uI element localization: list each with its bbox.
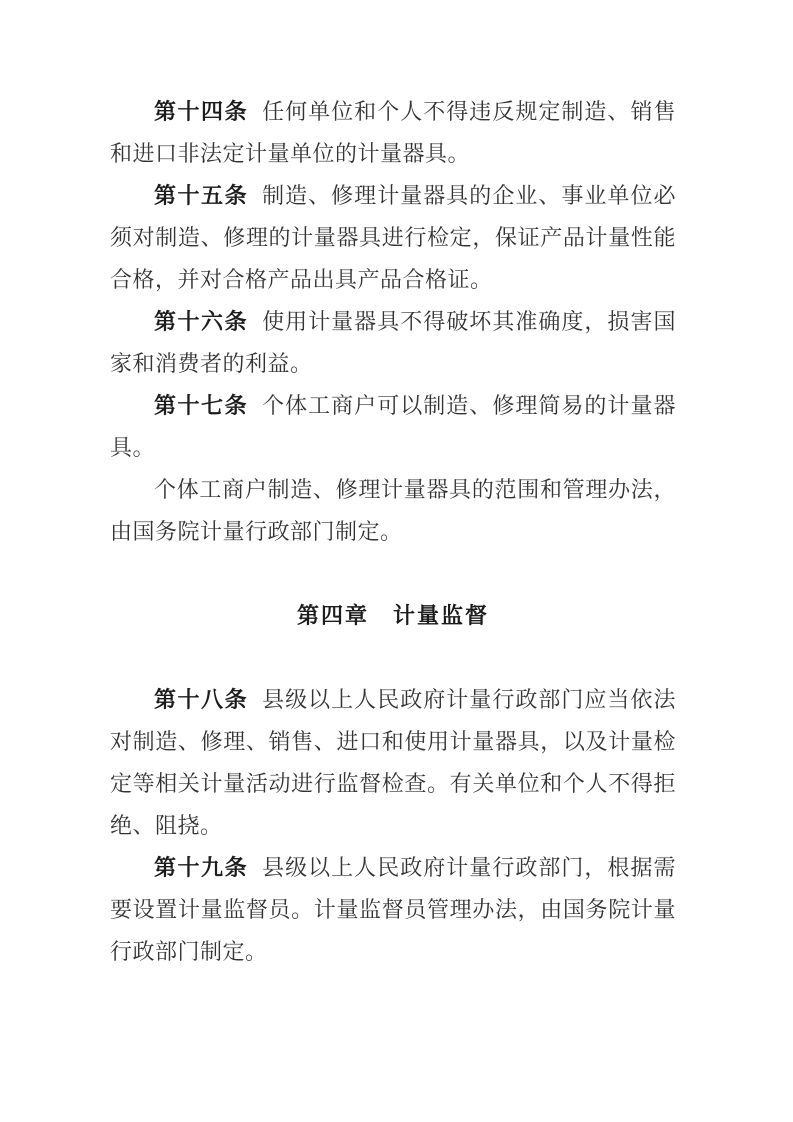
article-text-15: 制造、修理计量器具的企业、事业单位必须对制造、修理的计量器具进行检定，保证产品计量性能合格，并对合格产品出具产品合格证。 bbox=[110, 183, 676, 292]
article-number-19: 第十九条 bbox=[154, 855, 249, 880]
document-content bbox=[110, 91, 676, 973]
article-paragraph-15 bbox=[110, 175, 676, 301]
chapter-heading: 第四章 计量监督 bbox=[296, 603, 489, 628]
article-number-18: 第十八条 bbox=[154, 687, 249, 712]
article-text-19: 县级以上人民政府计量行政部门，根据需要设置计量监督员。计量监督员管理办法，由国务院计量行政部门制定。 bbox=[110, 855, 676, 964]
article-number-15: 第十五条 bbox=[154, 183, 249, 208]
article-number-17: 第十七条 bbox=[154, 393, 249, 418]
article-paragraph-16 bbox=[110, 301, 676, 385]
article-paragraph-19 bbox=[110, 847, 676, 973]
article-paragraph-14 bbox=[110, 91, 676, 175]
article-paragraph-17-continuation bbox=[110, 469, 676, 553]
article-text-17-continuation: 个体工商户制造、修理计量器具的范围和管理办法，由国务院计量行政部门制定。 bbox=[110, 477, 676, 544]
article-text-14: 任何单位和个人不得违反规定制造、销售和进口非法定计量单位的计量器具。 bbox=[110, 99, 676, 166]
article-number-16: 第十六条 bbox=[154, 309, 249, 334]
article-number-14: 第十四条 bbox=[154, 99, 249, 124]
article-text-18: 县级以上人民政府计量行政部门应当依法对制造、修理、销售、进口和使用计量器具，以及计量检定等相关计量活动进行监督检查。有关单位和个人不得拒绝、阻挠。 bbox=[110, 687, 676, 838]
article-text-16: 使用计量器具不得破坏其准确度，损害国家和消费者的利益。 bbox=[110, 309, 676, 376]
article-paragraph-17 bbox=[110, 385, 676, 469]
article-text-17: 个体工商户可以制造、修理简易的计量器具。 bbox=[110, 393, 676, 460]
article-paragraph-18 bbox=[110, 679, 676, 847]
